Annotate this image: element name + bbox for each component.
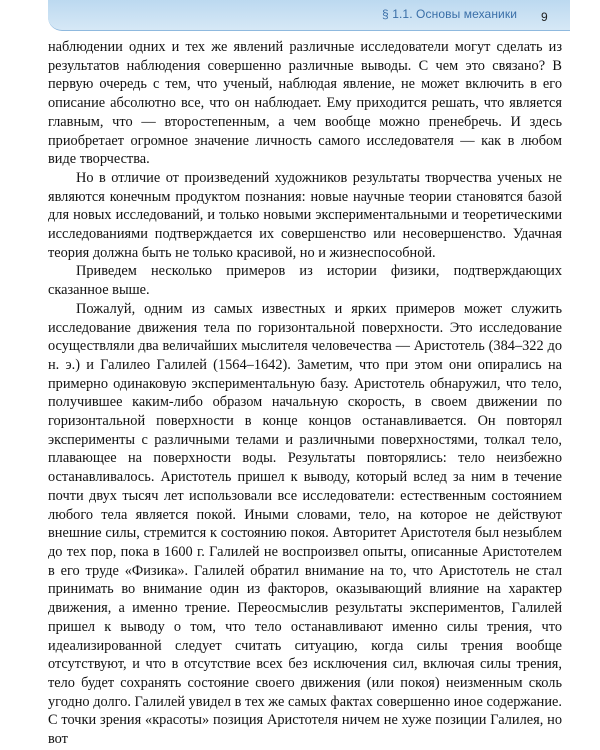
paragraph: Пожалуй, одним из самых известных и ярких примеров может служить исследование движения тела по горизонтальной поверхности. Это исследование осуществляли два величайших мыслителя человечества — Аристотель (384–322 до н. э.) и Галилео Галилей (1564–1642). Заметим, что при этом они опирались на примерно одинаковую экспериментальную базу. Аристотель обнаружил, что тело, получившее каким-либо образом начальную скорость, в своем движении по горизонтальной поверхности в конце концов останавливается. Он повторял эксперименты с различными телами и различными поверхностями, толкал тело, плавающее на поверхности воды. Результаты повторялись: тело неизбежно останавливалось. Аристотель пришел к выводу, который вслед за ним в течение почти двух тысяч лет использовали все исследователи: естественным состоянием любого тела является покой. Иными словами, тело, на которое не действуют внешние силы, стремится к состоянию покоя. Авторитет Аристотеля был незыблем до тех пор, пока в 1600 г. Галилей не воспроизвел опыты, описанные Аристотелем в его труде «Физика». Галилей обратил внимание на то, что Аристотель не стал принимать во внимание один из факторов, оказывающий влияние на характер движения, а именно трение. Переосмыслив результаты экспериментов, Галилей пришел к выводу о том, что тело останавливают именно силы трения, что идеализированной следует считать ситуацию, когда силы трения вообще отсутствуют, и что в отсутствие всех без исключения сил, включая силы трения, тело будет сохранять состояние своего движения (или покоя) неизменным сколь угодно долго. Галилей увидел в тех же самых фактах совершенно иное содержание. С точки зрения «красоты» позиция Аристотеля ничем не хуже позиции Галилея, но вот: [48, 300, 562, 748]
page-number: 9: [541, 10, 548, 24]
paragraph: Приведем несколько примеров из истории физики, подтверждающих сказанное выше.: [48, 263, 562, 299]
paragraph: Но в отличие от произведений художников результаты творчества ученых не являются конечным продуктом познания: новые научные теории становятся базой для новых исследований, и только новыми экспериментальными и теоретическими исследованиями подтверждается их совершенство или несовершенство. Удачная теория должна быть не только красивой, но и жизнеспособной.: [48, 169, 562, 261]
section-title: § 1.1. Основы механики: [382, 7, 518, 21]
page-header: [0, 0, 600, 32]
paragraph-continuation: наблюдении одних и тех же явлений различные исследователи могут сделать из результатов наблюдения совершенно различные выводы. С чем это связано? В первую очередь с тем, что ученый, наблюдая явление, не может включить в его описание абсолютно все, что он наблюдает. Ему приходится решать, что является главным, что — второстепенным, а чем вообще можно пренебречь. И здесь приобретает огромное значение личность самого исследователя — как в любом виде творчества.: [48, 39, 562, 168]
body-text: [48, 38, 562, 749]
